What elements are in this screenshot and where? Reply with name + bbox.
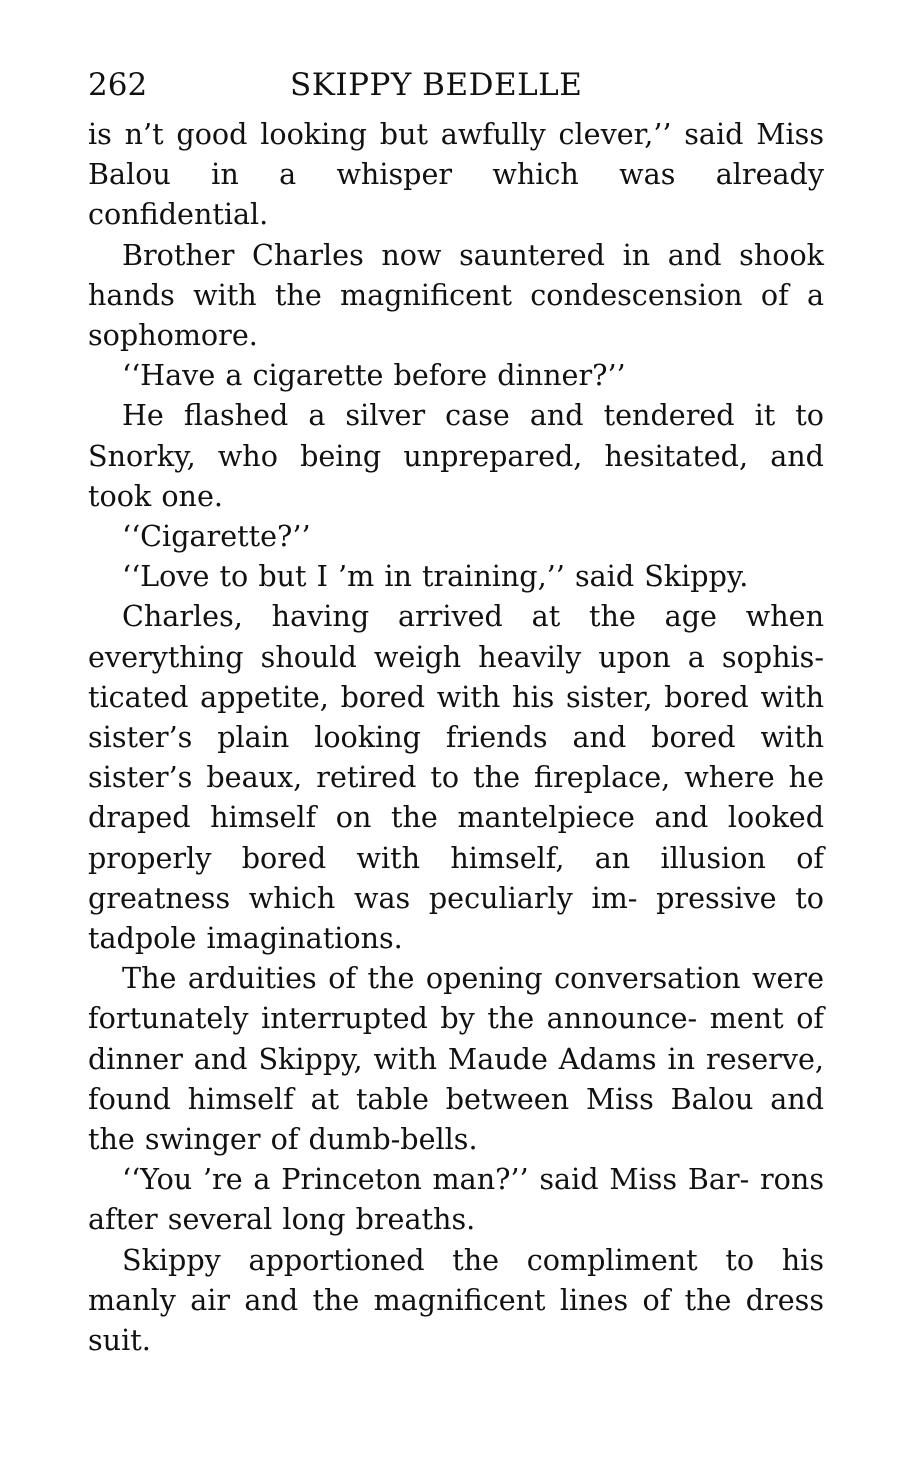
paragraph-dinner-announcement: The arduities of the opening conversation were fortunately interrupted by the announce- ment of dinner and Skippy, with Maude Adams in reserve, found himself at table between Miss Balou and the swinger of dumb-bells. [88,961,824,1157]
paragraph-silver-case: He flashed a silver case and tendered it to Snorky, who being unprepared, hesitated, and took one. [88,398,824,513]
body-text [88,114,824,1360]
dialogue-cigarette-question: ‘‘Cigarette?’’ [122,519,311,554]
running-title: SKIPPY BEDELLE [290,67,583,103]
paragraph-continuation: is n’t good looking but awfully clever,’’ said Miss Balou in a whisper which was already confidential. [88,117,824,232]
dialogue-princeton-man: ‘‘You ’re a Princeton man?’’ said Miss Bar- rons after several long breaths. [88,1162,824,1237]
page-number: 262 [88,67,148,103]
dialogue-cigarette-offer: ‘‘Have a cigarette before dinner?’’ [122,358,626,393]
paragraph-compliment: Skippy apportioned the compliment to his manly air and the magnificent lines of the dress suit. [88,1242,824,1358]
paragraph-charles-fireplace: Charles, having arrived at the age when everything should weigh heavily upon a sophis- ticated appetite, bored with his sister, bored with sister’s plain looking friends and bored with sister’s beaux, retired to the fireplace, where he draped himself on the mantelpiece and looked properly bored with himself, an illusion of greatness which was peculiarly im- pressive to tadpole imaginations. [88,599,824,956]
dialogue-skippy-training: ‘‘Love to but I ’m in training,’’ said Skippy. [122,559,749,594]
page-header [88,64,824,106]
paragraph-brother-charles: Brother Charles now sauntered in and shook hands with the magnificent condescension of a sophomore. [88,237,824,353]
book-page [88,64,824,1360]
